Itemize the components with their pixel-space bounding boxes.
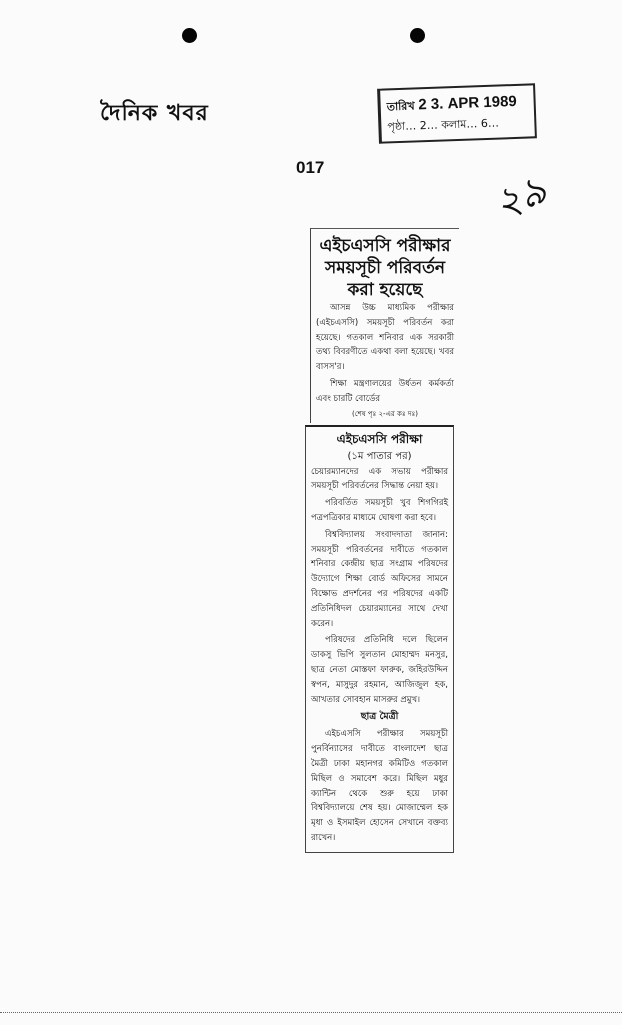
- section-heading: ছাত্র মৈত্রী: [360, 711, 399, 723]
- article-body-2: [306, 465, 453, 846]
- newspaper-name: দৈনিক খবর: [100, 101, 209, 126]
- punch-hole-right: [410, 28, 425, 43]
- continuation-headline: এইচএসসি পরীক্ষা: [336, 431, 423, 446]
- continued-note: (শেষ পৃঃ ২-এর কঃ দঃ): [352, 409, 418, 418]
- stamp-date-row: [386, 92, 526, 118]
- punch-hole-left: [182, 28, 197, 43]
- clipping-part-1: [310, 228, 459, 423]
- paragraph: আসন্ন উচ্চ মাধ্যমিক পরীক্ষার (এইচএসসি) সময়সূচী পরিবর্তন করা হয়েছে। গতকাল শনিবার এক সরকারী তথ্য বিবরণীতে একথা বলা হয়েছে। খবর বাসস'র।: [316, 303, 454, 373]
- date-stamp: [377, 83, 537, 143]
- article-headline: এইচএসসি পরীক্ষার সময়সূচী পরিবর্তন করা হয়েছে: [319, 236, 451, 300]
- article-body-1: [311, 301, 459, 419]
- stamp-date-label: তারিখ: [386, 99, 415, 114]
- paragraph: চেয়ারম্যানদের এক সভায় পরীক্ষার সময়সূচী পরিবর্তনের সিদ্ধান্ত নেয়া হয়।: [311, 466, 448, 492]
- clipping-part-2: [305, 425, 454, 853]
- paragraph: পরিষদের প্রতিনিধি দলে ছিলেন ডাকসু ভিপি সুলতান মোহাম্মদ মনসুর, ছাত্র নেতা মোস্তফা ফারুক, জহিরউদ্দিন স্বপন, মাসুদুর রহমান, আজিজুল হক, আখতার সোবহান মাসরুর প্রমুখ।: [311, 635, 448, 705]
- handwritten-number: ২৯: [488, 166, 553, 228]
- file-number: 017: [296, 158, 325, 177]
- paragraph: এইচএসসি পরীক্ষার সময়সূচী পুনর্বিন্যাসের দাবীতে বাংলাদেশ ছাত্র মৈত্রী ঢাকা মহানগর কমিটিও গতকাল মিছিল ও সমাবেশ করে। মিছিল মধুর ক্যান্টিন থেকে শুরু হয়ে ঢাকা বিশ্ববিদ্যালয়ে শেষ হয়। মোজাম্মেল হক মৃধা ও ইসমাইল হোসেন সেখানে বক্তব্য রাখেন।: [311, 729, 448, 843]
- paragraph: পরিবর্তিত সময়সূচী খুব শিগগিরই পত্রপত্রিকার মাধ্যমে ঘোষণা করা হবে।: [311, 498, 448, 523]
- stamp-page-label: পৃষ্ঠা: [387, 119, 406, 134]
- stamp-date-value: 2 3. APR 1989: [418, 92, 518, 114]
- scan-bottom-edge: [0, 1012, 622, 1025]
- stamp-page-row: পৃষ্ঠা… 2… কলাম… 6…: [387, 116, 500, 134]
- continuation-from: (১ম পাতার পর): [347, 450, 412, 462]
- stamp-column-label: কলাম: [440, 117, 467, 132]
- paragraph: বিশ্ববিদ্যালয় সংবাদদাতা জানান: সময়সূচী পরিবর্তনের দাবীতে গতকাল শনিবার কেন্দ্রীয় ছাত্র সংগ্রাম পরিষদের উদ্যোগে শিক্ষা বোর্ড অফিসের সামনে বিক্ষোভ প্রদর্শনের পর পরিষদের একটি প্রতিনিধিদল চেয়ারম্যানের সাথে দেখা করেন।: [311, 529, 448, 629]
- stamp-column-value: 6: [480, 116, 489, 131]
- stamp-page-value: 2: [419, 119, 427, 133]
- paragraph: শিক্ষা মন্ত্রণালয়ের উর্ধতন কর্মকর্তা এবং চারটি বোর্ডের: [316, 378, 454, 404]
- newspaper-clipping: [305, 228, 458, 853]
